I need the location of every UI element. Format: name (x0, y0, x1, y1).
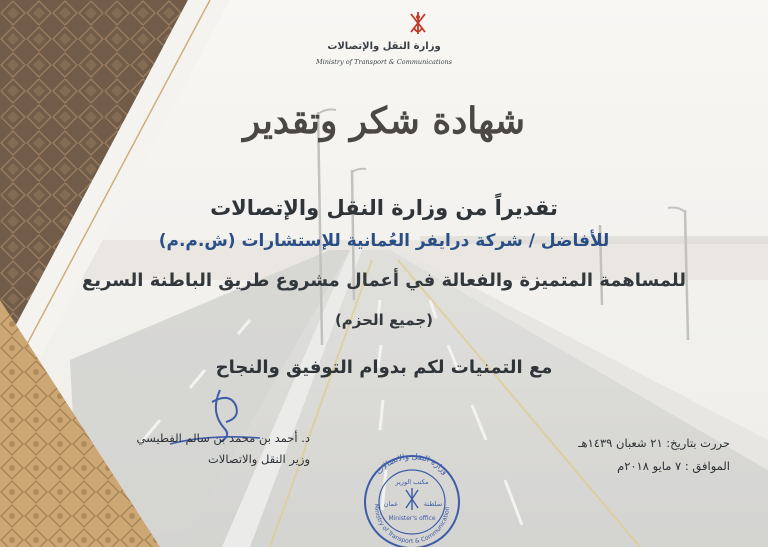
contribution-text: للمساهمة المتميزة والفعالة في أعمال مشروع طريق الباطنة السريع (81, 270, 687, 291)
signatory-name: د. أحمد بن محمد بن سالم الفطيسي (136, 431, 310, 445)
project-scope: (جميع الحزم) (334, 311, 434, 329)
ministry-seal-icon (357, 450, 467, 547)
ministry-name-arabic: وزارة النقل والإتصالات (327, 41, 441, 52)
stamp-left-word: عمان (383, 500, 399, 508)
issue-date-gregorian: الموافق : ٧ مايو ٢٠١٨م (617, 459, 730, 473)
stamp-right-word: سلطنة (423, 500, 443, 508)
signatory-title: وزير النقل والاتصالات (207, 452, 310, 466)
certificate-headline: تقديراً من وزارة النقل والإتصالات (210, 196, 558, 220)
ministry-name-english: Ministry of Transport & Communications (315, 58, 453, 66)
stamp-arabic-mid: مكتب الوزير (395, 478, 429, 486)
recipient-prefix: للأفاضل / (528, 231, 610, 251)
closing-wishes: مع التمنيات لكم بدوام التوفيق والنجاح (215, 357, 553, 378)
recipient-line (0, 231, 768, 251)
stamp-english-bottom: Ministry of Transport & Communication (372, 503, 452, 546)
svg-text:وزارة النقل والاتصالات (374, 452, 450, 476)
stamp-arabic-top: وزارة النقل والاتصالات (374, 451, 450, 477)
certificate-title: شهادة شكر وتقدير (243, 100, 525, 142)
issue-date-hijri: حررت بتاريخ: ٢١ شعبان ١٤٣٩هـ (578, 436, 730, 450)
recipient-name: شركة درايفر العُمانية للإستشارات (ش.م.م) (158, 231, 523, 251)
stamp-english-top: Minister's office (388, 515, 436, 522)
khanjar-emblem-icon (403, 8, 433, 38)
